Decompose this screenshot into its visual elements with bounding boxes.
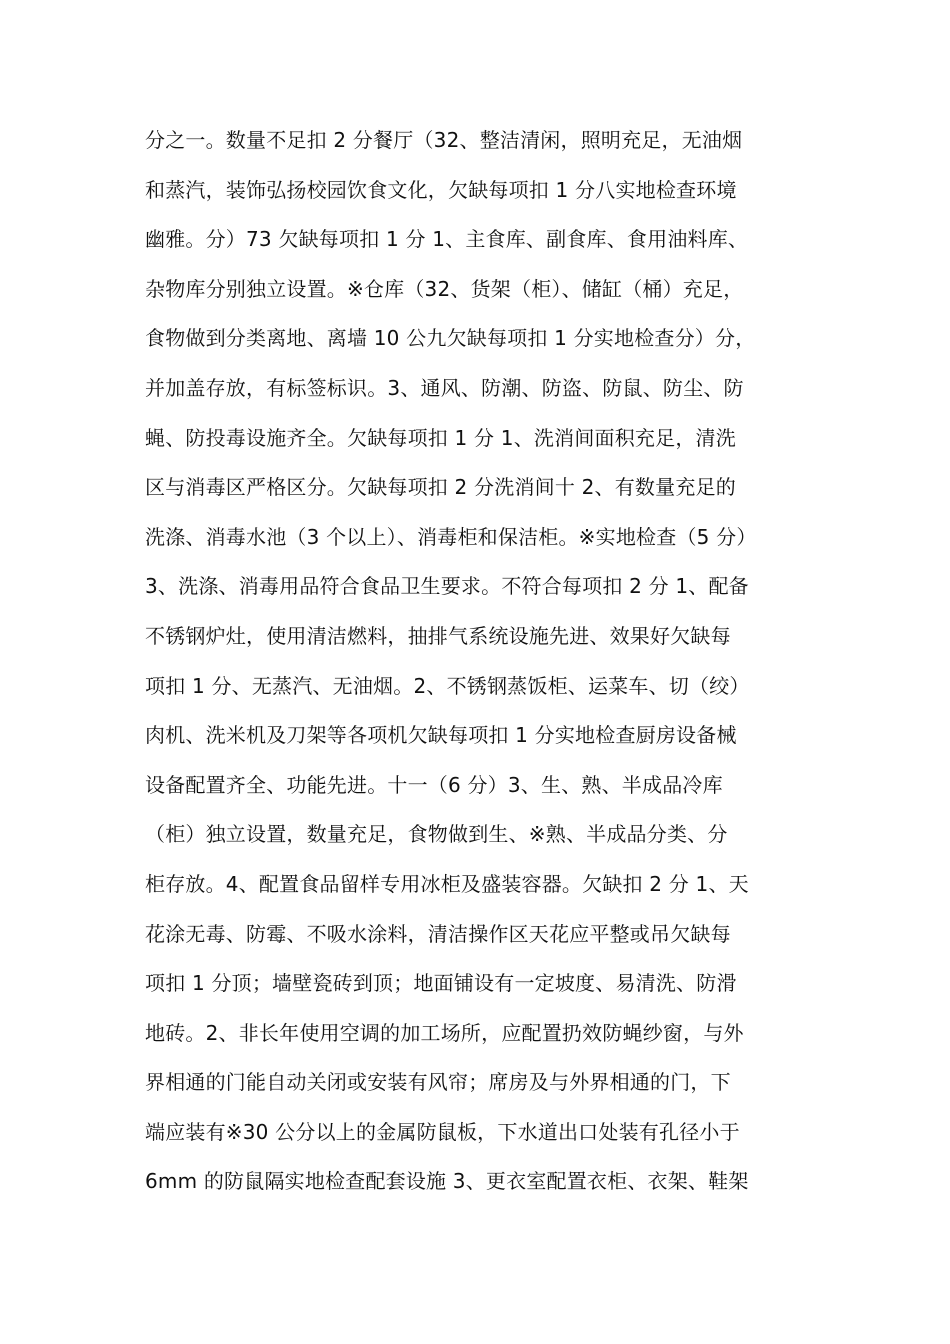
- text-line-9: 洗涤、消毒水池（3 个以上）、消毒柜和保洁柜。※实地检查（5 分）: [145, 524, 757, 549]
- text-line-17: 花涂无毒、防霉、不吸水涂料，清洁操作区天花应平整或吊欠缺每: [145, 921, 731, 946]
- text-line-12: 项扣 1 分、无蒸汽、无油烟。2、不锈钢蒸饭柜、运菜车、切（绞）: [145, 673, 750, 698]
- text-line-21: 端应装有※30 公分以上的金属防鼠板，下水道出口处装有孔径小于: [145, 1119, 740, 1144]
- text-line-8: 区与消毒区严格区分。欠缺每项扣 2 分洗消间十 2、有数量充足的: [145, 475, 736, 500]
- text-line-20: 界相通的门能自动关闭或安装有风帘；席房及与外界相通的门，下: [145, 1070, 731, 1095]
- text-line-14: 设备配置齐全、功能先进。十一（6 分）3、生、熟、半成品冷库: [145, 772, 723, 797]
- text-line-13: 肉机、洗米机及刀架等各项机欠缺每项扣 1 分实地检查厨房设备械: [145, 723, 737, 748]
- text-line-11: 不锈钢炉灶，使用清洁燃料，抽排气系统设施先进、效果好欠缺每: [145, 623, 731, 648]
- text-line-1: 分之一。数量不足扣 2 分餐厅（32、整洁清闲，照明充足，无油烟: [145, 128, 743, 152]
- text-line-5: 食物做到分类离地、离墙 10 公九欠缺每项扣 1 分实地检查分）分，: [145, 326, 756, 351]
- text-line-3: 幽雅。分）73 欠缺每项扣 1 分 1、主食库、副食库、食用油料库、: [145, 227, 749, 252]
- text-line-22: 6mm 的防鼠隔实地检查配套设施 3、更衣室配置衣柜、衣架、鞋架: [145, 1169, 749, 1194]
- text-line-10: 3、洗涤、消毒用品符合食品卫生要求。不符合每项扣 2 分 1、配备: [145, 574, 749, 599]
- text-line-19: 地砖。2、非长年使用空调的加工场所，应配置扔效防蝇纱窗，与外: [145, 1020, 744, 1045]
- text-line-18: 项扣 1 分顶；墙壁瓷砖到顶；地面铺设有一定坡度、易清洗、防滑: [145, 971, 737, 996]
- text-line-2: 和蒸汽，装饰弘扬校园饮食文化，欠缺每项扣 1 分八实地检查环境: [145, 177, 737, 202]
- text-line-6: 并加盖存放，有标签标识。3、通风、防潮、防盗、防鼠、防尘、防: [145, 375, 744, 400]
- body-text: [145, 116, 835, 1207]
- text-line-15: （柜）独立设置，数量充足，食物做到生、※熟、半成品分类、分: [145, 822, 728, 847]
- text-line-16: 柜存放。4、配置食品留样专用冰柜及盛装容器。欠缺扣 2 分 1、天: [145, 871, 749, 896]
- text-line-7: 蝇、防投毒设施齐全。欠缺每项扣 1 分 1、洗消间面积充足，清洗: [145, 425, 736, 450]
- text-line-4: 杂物库分别独立设置。※仓库（32、货架（柜）、储缸（桶）充足，: [145, 276, 744, 301]
